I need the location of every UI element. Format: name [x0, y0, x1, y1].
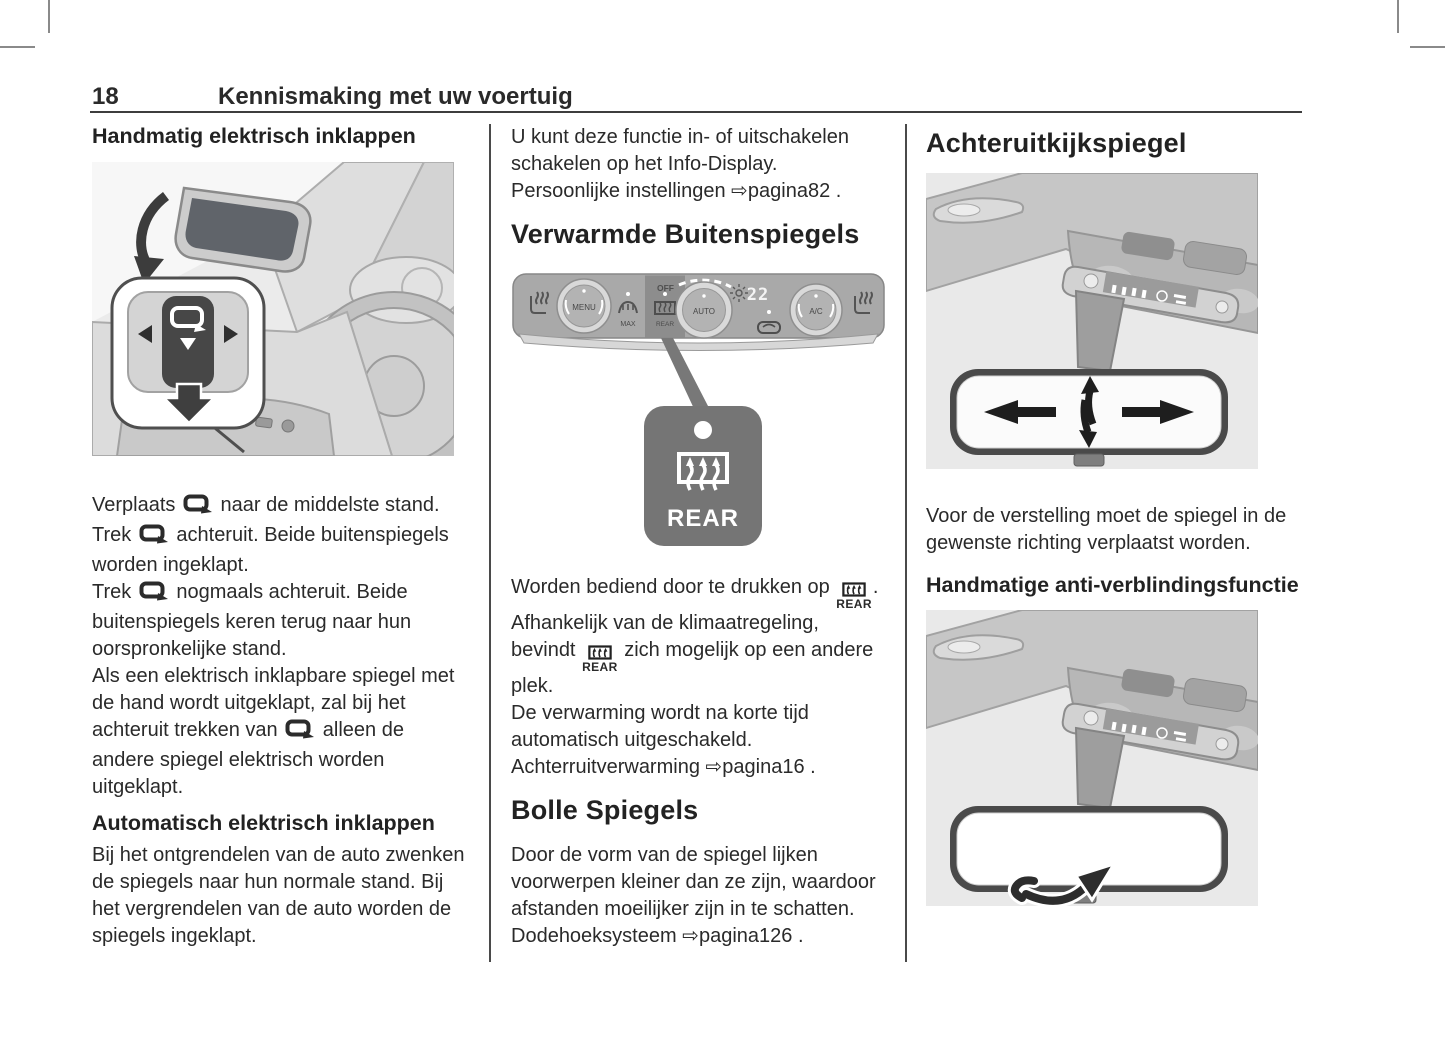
text-run: Worden bediend door te drukken op: [511, 576, 836, 598]
text-run: Trek: [92, 524, 137, 546]
column-divider: [489, 124, 491, 962]
paragraph: [511, 574, 885, 610]
rear-button-label: REAR: [655, 321, 675, 328]
text-run: Verplaats: [92, 494, 181, 516]
off-label: OFF: [657, 283, 674, 293]
rear-icon-word: REAR: [582, 660, 618, 674]
crop-mark: [1410, 46, 1445, 48]
page-reference-link[interactable]: ⇨pagina82: [731, 180, 831, 202]
section-heading-rearview-mirror: Achteruitkijkspiegel: [926, 128, 1187, 158]
ac-knob: [790, 284, 842, 336]
text-run: .: [792, 925, 804, 947]
paragraph: Voor de verstelling moet de spiegel in de gewenste richting verplaatst worden.: [926, 505, 1287, 554]
page-number: 18: [92, 83, 119, 110]
text-run: nogmaals achteruit. Beide buitenspiegels keren terug naar hun oorspronkelijke stand.: [92, 581, 412, 660]
column-middle: [511, 124, 885, 950]
page-title: Kennismaking met uw voertuig: [218, 83, 573, 110]
text-run: Afhankelijk van de klimaatregeling, bevindt: [511, 612, 819, 661]
ac-knob-label: A/C: [809, 307, 823, 316]
section-heading-manual-folding: Handmatig elektrisch inklappen: [92, 124, 416, 148]
rear-callout-label: REAR: [666, 505, 740, 532]
rear-defrost-icon: [836, 582, 872, 610]
paragraph: [92, 663, 466, 801]
text-run: Persoonlijke instellingen: [511, 180, 732, 202]
menu-knob-label: MENU: [572, 303, 596, 312]
column-right: [926, 124, 1300, 906]
mirror-switch-callout: [112, 278, 264, 428]
auto-knob-label: AUTO: [692, 307, 716, 316]
max-button-label: MAX: [620, 321, 636, 328]
text-run: zich mogelijk op een andere plek.: [511, 639, 874, 697]
antiglare-mirror-illustration: [926, 610, 1258, 906]
text-run: .: [872, 576, 879, 598]
rearview-mirror-drawing: [926, 173, 1258, 469]
text-run: Trek: [92, 581, 137, 603]
paragraph: Door de vorm van de spiegel lijken voorwerpen kleiner dan ze zijn, waardoor afstanden moeilijker zijn in te schatten.: [511, 844, 876, 920]
rear-button-callout: [644, 406, 762, 546]
mirror-control-icon: [183, 494, 213, 522]
paragraph: [92, 522, 466, 579]
text-run: Als een elektrisch inklapbare spiegel met de hand wordt uitgeklapt, zal bij het achteruit trekken van: [92, 665, 455, 741]
menu-knob: [557, 279, 611, 333]
text-run: achteruit. Beide buitenspiegels worden ingeklapt.: [92, 524, 449, 576]
antiglare-mirror-drawing: [926, 610, 1258, 906]
crop-mark: [0, 46, 35, 48]
paragraph: Bij het ontgrendelen van de auto zwenken de spiegels naar hun normale stand. Bij het vergrendelen van de auto worden de spiegels ingeklapt.: [92, 844, 465, 947]
rear-icon-word: REAR: [836, 597, 872, 611]
temperature-display: 22: [746, 285, 770, 305]
paragraph: [92, 492, 466, 522]
header-rule: [90, 111, 1302, 113]
page-reference-link[interactable]: ⇨pagina16: [705, 756, 805, 778]
rearview-mirror-adjust-illustration: [926, 173, 1258, 469]
text-run: naar de middelste stand.: [214, 494, 440, 516]
paragraph: [511, 178, 885, 205]
text-run: alleen de andere spiegel elektrisch worden uitgeklapt.: [92, 719, 404, 798]
climate-panel-illustration: [511, 266, 886, 550]
car-interior-drawing: [92, 162, 454, 456]
section-heading-auto-folding: Automatisch elektrisch inklappen: [92, 811, 435, 835]
mirror-control-icon: [285, 719, 315, 747]
mirror-control-icon: [139, 581, 169, 609]
rear-defrost-icon: [582, 645, 618, 673]
column-divider: [905, 124, 907, 962]
paragraph: De verwarming wordt na korte tijd automatisch uitgeschakeld.: [511, 702, 809, 751]
section-heading-heated-mirrors: Verwarmde Buitenspiegels: [511, 219, 860, 249]
crop-mark: [48, 0, 50, 33]
section-heading-convex-mirrors: Bolle Spiegels: [511, 795, 699, 825]
paragraph: [511, 754, 885, 781]
text-run: Achterruitverwarming: [511, 756, 706, 778]
column-left: [92, 124, 466, 950]
crop-mark: [1397, 0, 1399, 33]
paragraph: [511, 610, 885, 700]
text-run: .: [804, 756, 816, 778]
paragraph: [92, 579, 466, 663]
mirror-folding-illustration: [92, 162, 454, 456]
mirror-control-icon: [139, 524, 169, 552]
text-run: .: [830, 180, 842, 202]
climate-panel-drawing: [511, 266, 886, 550]
text-run: Dodehoeksysteem: [511, 925, 683, 947]
page-reference-link[interactable]: ⇨pagina126: [682, 925, 793, 947]
paragraph: U kunt deze functie in- of uitschakelen schakelen op het Info-Display.: [511, 126, 849, 175]
paragraph: [511, 923, 885, 950]
section-heading-antiglare: Handmatige anti-verblindingsfunctie: [926, 573, 1299, 597]
